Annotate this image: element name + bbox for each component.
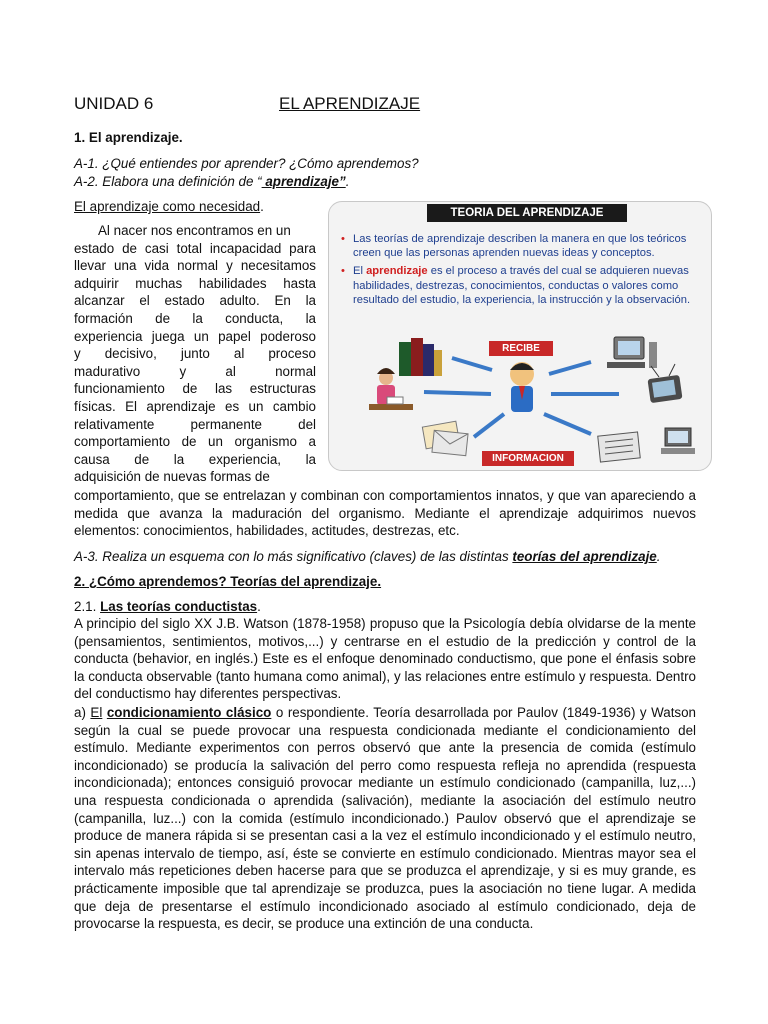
narrow-line: comportamiento de un organismo a bbox=[74, 434, 316, 450]
unit-heading: UNIDAD 6 bbox=[74, 94, 154, 113]
infographic-title: TEORIA DEL APRENDIZAJE bbox=[427, 204, 627, 222]
activity-a2-prefix: A-2. Elabora una definición de “ bbox=[74, 174, 262, 189]
necesidad-paragraph-continuation: comportamiento, que se entrelazan y combinan con comportamientos innatos, y que van apareciendo a medida que avanza la maduración del organismo. Mediante el aprendizaje adquirimos nuevos elementos: conocimientos, habilidades, actitudes, destrezas, etc. bbox=[74, 488, 696, 539]
subheading-necesidad-text: El aprendizaje como necesidad bbox=[74, 199, 261, 214]
books-icon bbox=[399, 338, 442, 376]
narrow-line: estado de casi total incapacidad para bbox=[74, 240, 316, 256]
activity-a3-keyword: teorías del aprendizaje bbox=[512, 549, 657, 564]
label-informacion: INFORMACION bbox=[482, 451, 574, 466]
activity-a3-prefix: A-3. Realiza un esquema con lo más significativo (claves) de las distintas bbox=[74, 549, 513, 564]
necesidad-paragraph-narrow bbox=[74, 222, 316, 486]
item-a-keyword: condicionamiento clásico bbox=[106, 705, 272, 720]
section-2-heading: 2. ¿Cómo aprendemos? Teorías del aprendizaje. bbox=[74, 574, 382, 589]
narrow-line: experiencia juega un papel poderoso bbox=[74, 328, 316, 344]
narrow-line: causa de la experiencia, la bbox=[74, 451, 316, 467]
section-1-heading bbox=[74, 129, 183, 147]
subheading-necesidad bbox=[74, 198, 264, 216]
infographic-illustration bbox=[329, 202, 712, 471]
television-icon bbox=[647, 364, 682, 403]
subsection-2-1-number: 2.1. bbox=[74, 599, 101, 614]
subsection-2-1-heading bbox=[74, 598, 261, 616]
teoria-aprendizaje-infographic bbox=[328, 201, 712, 471]
item-a-body: o respondiente. Teoría desarrollada por Paulov (1849-1936) y Watson según la cual se puede provocar una respuesta condicionada mediante el condicionamiento del estímulo. Mediante experimentos con perros observó que ante la presencia de comida (estímulo incondicionado) se producía la salivación del perro como respuesta refleja no aprendida (respuesta incondicionada); entonces consiguió provocar mediante un estímulo condicionado (campanilla, luz,...) una respuesta condicionada o aprendida (salivación), mediante la asociación del estímulo neutro (campanilla, luz...) con la comida (estímulo incondicionado.) Paulov observó que el aprendizaje se produce de manera rápida si se presentan casi a la vez el estímulo incondicionado y el estímulo neutro, sin apenas intervalo de tiempo, así, éste se convierte en estímulo condicionado. Mientras mayor sea el intervalo más repeticiones deben hacerse para que se produzca el aprendizaje, y si es muy grande, es prácticamente imposible que tal aprendizaje se produzca, pues la asociación no tiene lugar. A medida que deja de presentarse el estímulo incondicionado asociado al estímulo condicionado, deja de provocarse la respuesta, es decir, se produce una extinción de una conducta. bbox=[74, 705, 697, 932]
activity-a3-suffix: . bbox=[656, 549, 661, 564]
person-center-icon bbox=[510, 362, 534, 412]
narrow-line: adquirir muchas habilidades hasta bbox=[74, 275, 316, 291]
narrow-line: relativamente permanente del bbox=[74, 416, 316, 432]
narrow-line: madurativo y al normal bbox=[74, 363, 316, 379]
activity-a1: A-1. ¿Qué entiendes por aprender? ¿Cómo aprendemos? bbox=[74, 156, 419, 171]
section-1-heading-text: 1. El aprendizaje. bbox=[74, 130, 183, 145]
item-a-prefix: a) bbox=[74, 705, 91, 720]
bullet-keyword: aprendizaje bbox=[366, 265, 428, 278]
infographic-bullet: • Las teorías de aprendizaje describen la manera en que los teóricos creen que las personas aprenden nuevas ideas y conceptos. bbox=[341, 232, 705, 260]
activity-a2 bbox=[74, 173, 349, 191]
envelope-icon bbox=[422, 421, 468, 456]
activity-a2-suffix: . bbox=[345, 174, 350, 189]
laptop-icon bbox=[661, 428, 695, 454]
narrow-line: Al nacer nos encontramos en un bbox=[98, 223, 291, 238]
bullet-rest: es el proceso a través del cual se adquieren nuevas habilidades, destrezas, conocimientos, conductas o valores como resultado del estudio, la experiencia, la instrucción y la observación. bbox=[353, 265, 691, 306]
narrow-line: funcionamiento de las estructuras bbox=[74, 381, 316, 397]
conductistas-paragraph: A principio del siglo XX J.B. Watson (1878-1958) propuso que la Psicología debía olvidarse de la mente (pensamientos, sentimientos, motivos,...) y centrarse en el estudio de la predicción y control de la conducta (behavior, en inglés.) Este es el enfoque denominado conductismo, que pone el énfasis sobre la conducta observable (tanto humana como animal), y las relaciones entre estímulo y respuesta. Dentro del conductismo hay diferentes perspectivas. bbox=[74, 616, 696, 702]
narrow-line: adquisición de nuevas formas de bbox=[74, 469, 270, 485]
narrow-line: formación de la conducta, la bbox=[74, 310, 316, 326]
subsection-2-1-title: Las teorías conductistas bbox=[100, 599, 258, 614]
narrow-line: alcanzar el estado adulto. En la bbox=[74, 293, 316, 309]
narrow-line: llevar una vida normal y necesitamos bbox=[74, 258, 316, 274]
unit-title: EL APRENDIZAJE bbox=[279, 94, 421, 113]
activity-a2-keyword: aprendizaje” bbox=[261, 174, 346, 189]
condicionamiento-clasico-paragraph bbox=[74, 704, 696, 933]
subsection-2-1-suffix: . bbox=[257, 599, 261, 614]
narrow-line: físicas. El aprendizaje es un cambio bbox=[74, 398, 316, 414]
narrow-line: y decisivo, junto al proceso bbox=[74, 346, 316, 362]
computer-icon bbox=[607, 337, 657, 368]
newspaper-icon bbox=[598, 432, 640, 462]
bullet-prefix: El bbox=[353, 265, 367, 278]
item-a-article: El bbox=[90, 705, 103, 720]
label-recibe: RECIBE bbox=[489, 341, 553, 356]
subheading-necesidad-suffix: . bbox=[260, 199, 264, 214]
activity-a3 bbox=[74, 548, 660, 566]
